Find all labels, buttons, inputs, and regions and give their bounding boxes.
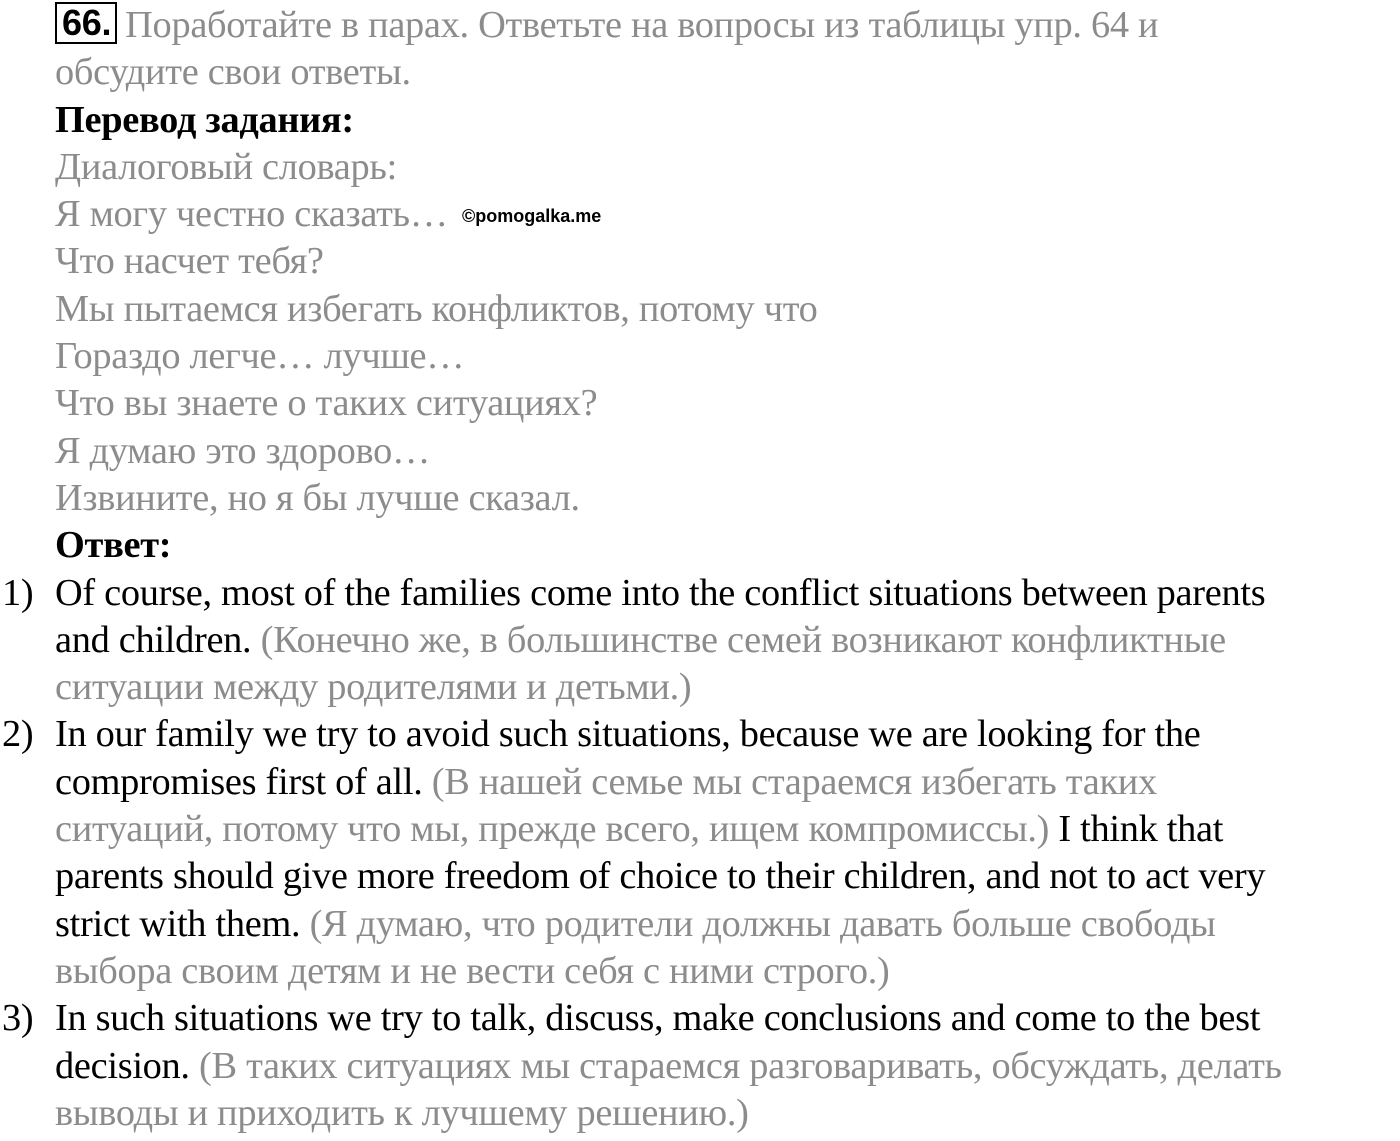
answer-heading: Ответ: [55, 524, 172, 567]
answer-russian-translation: ситуаций, потому что мы, прежде всего, ищем компромиссы.) [55, 808, 1050, 851]
translation-line: Что вы знаете о таких ситуациях? [55, 382, 598, 425]
translation-line: Диалоговый словарь: [55, 145, 397, 188]
answer-english-text: Of course, most of the families come into the conflict situations between parents [55, 571, 1266, 614]
answer-item-2-line-5 [0, 901, 1400, 948]
answer-russian-translation: (Я думаю, что родители должны давать больше свободы [300, 902, 1216, 945]
translation-line: Что насчет тебя? [55, 240, 324, 283]
translation-heading: Перевод задания: [55, 98, 354, 141]
answer-english-text: decision. [55, 1044, 190, 1087]
answer-english-text: In our family we try to avoid such situations, because we are looking for the [55, 713, 1201, 756]
translation-line: Извините, но я бы лучше сказал. [55, 476, 580, 519]
task-number-badge: 66. [55, 2, 117, 44]
answer-english-text: I think that [1049, 808, 1224, 851]
answer-item-1-line-2 [0, 617, 1400, 664]
answer-item-3-line-2 [0, 1043, 1400, 1090]
translation-line: Гораздо легче… лучше… [55, 335, 465, 378]
answer-item-number: 1) [2, 571, 34, 614]
task-instruction-line-1 [0, 2, 1400, 49]
translation-line: Мы пытаемся избегать конфликтов, потому что [55, 287, 818, 330]
translation-line: Я могу честно сказать… [55, 193, 448, 236]
answer-english-text: compromises first of all. [55, 760, 423, 803]
answer-russian-translation: выбора своим детям и не вести себя с ними строго.) [55, 949, 890, 992]
answer-russian-translation: (Конечно же, в большинстве семей возникают конфликтные [251, 618, 1226, 661]
answer-item-2-line-2 [0, 759, 1400, 806]
answer-item-2-line-3 [0, 806, 1400, 853]
answer-english-text: In such situations we try to talk, discuss, make conclusions and come to the best [55, 997, 1261, 1040]
answer-item-2-line-1 [0, 711, 1400, 758]
answer-item-1-line-1 [0, 570, 1400, 617]
answer-english-text: and children. [55, 618, 252, 661]
answer-item-number: 2) [2, 713, 34, 756]
answer-russian-translation: ситуации между родителями и детьми.) [55, 666, 692, 709]
answer-english-text: parents should give more freedom of choice to their children, and not to act very [55, 855, 1266, 898]
answer-russian-translation: (В таких ситуациях мы стараемся разговаривать, обсуждать, делать [189, 1044, 1282, 1087]
task-instruction-line-2: обсудите свои ответы. [55, 51, 411, 94]
answer-russian-translation: выводы и приходить к лучшему решению.) [55, 1091, 749, 1134]
answer-item-number: 3) [2, 997, 34, 1040]
answer-russian-translation: (В нашей семье мы стараемся избегать таких [422, 760, 1157, 803]
document-page [0, 2, 1400, 1137]
translation-line: Я думаю это здорово… [55, 429, 431, 472]
answer-item-3-line-1 [0, 995, 1400, 1042]
answer-english-text: strict with them. [55, 902, 301, 945]
task-instruction-text-1: Поработайте в парах. Ответьте на вопросы из таблицы упр. 64 и [125, 4, 1159, 46]
watermark-label: ©pomogalka.me [462, 206, 602, 226]
